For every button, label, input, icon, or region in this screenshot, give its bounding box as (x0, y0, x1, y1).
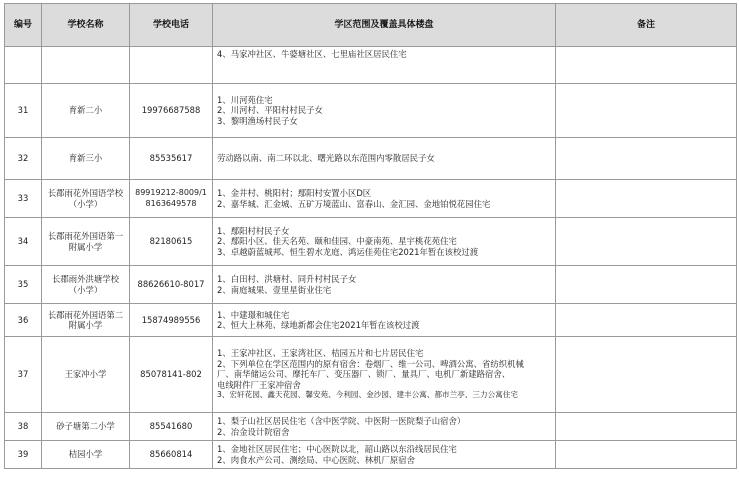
school-phone: 82180615 (130, 218, 213, 266)
row-number: 31 (5, 84, 42, 138)
school-name: 长郡雨外洪塘学校（小学） (42, 266, 130, 304)
school-phone (130, 47, 213, 84)
scope-line: 1、梨子山社区居民住宅（含中医学院、中医附一医院梨子山宿舍） (217, 416, 466, 426)
scope-line: 4、马家冲社区、牛婆塘社区、七里庙社区居民住宅 (217, 49, 407, 59)
remark-cell (556, 218, 737, 266)
table-row (5, 180, 737, 218)
scope-line: 劳动路以南、南二环以北、曙光路以东范围内零散居民子女 (217, 153, 435, 164)
district-scope (213, 337, 556, 413)
school-phone: 19976687588 (130, 84, 213, 138)
district-scope (213, 138, 556, 180)
district-scope (213, 84, 556, 138)
remark-cell (556, 266, 737, 304)
school-name: 长郡雨花外国语学校（小学） (42, 180, 130, 218)
scope-line: 1、白田村、洪塘村、同升村村民子女 (217, 274, 357, 284)
scope-line: 3、黎明渔场村民子女 (217, 115, 298, 126)
scope-line: 2、恒大上林苑、绿地新都会住宅2021年暂在该校过渡 (217, 320, 420, 330)
scope-line: 2、冶金设计院宿舍 (217, 426, 290, 437)
col-school-name: 学校名称 (42, 4, 130, 47)
table-row (5, 441, 737, 469)
table-row (5, 266, 737, 304)
table-row (5, 304, 737, 337)
scope-line: 1、王家冲社区、王家湾社区、桔园五片和七片居民住宅 (217, 348, 424, 359)
scope-line: 2、嘉华城、汇金城、五矿万境蓝山、富春山、金汇园、金地铂悦花园住宅 (217, 198, 491, 209)
table-row (5, 84, 737, 138)
scope-line: 1、鄢阳村村民子女 (217, 225, 290, 236)
scope-line: 2、川河村、平阳村村民子女 (217, 105, 323, 116)
table-row (5, 413, 737, 441)
row-number: 38 (5, 413, 42, 441)
row-number (5, 47, 42, 84)
school-phone: 88626610-8017 (130, 266, 213, 304)
remark-cell (556, 304, 737, 337)
school-name: 桔园小学 (42, 441, 130, 469)
row-number: 36 (5, 304, 42, 337)
scope-line: 1、中建璟和城住宅 (217, 309, 290, 320)
school-phone: 85078141-802 (130, 337, 213, 413)
scope-line: 2、南庭城果、壹里星街业住宅 (217, 284, 332, 295)
school-name: 长郡雨花外国语第一附属小学 (42, 218, 130, 266)
school-name: 育新三小 (42, 138, 130, 180)
table-row (5, 337, 737, 413)
row-number: 32 (5, 138, 42, 180)
table-row (5, 218, 737, 266)
row-number: 35 (5, 266, 42, 304)
school-phone: 15874989556 (130, 304, 213, 337)
scope-line: 厂、南华储运公司、摩托车厂、变压器厂、锁厂、量具厂、电机厂新建路宿舍、 (217, 369, 511, 380)
row-number: 34 (5, 218, 42, 266)
col-remarks: 备注 (556, 4, 737, 47)
remark-cell (556, 180, 737, 218)
district-scope (213, 218, 556, 266)
remark-cell (556, 84, 737, 138)
scope-line: 电线附件厂王家冲宿舍 (217, 379, 301, 390)
district-scope (213, 413, 556, 441)
col-district-scope: 学区范围及覆盖具体楼盘 (213, 4, 556, 47)
school-name: 长郡雨花外国语第二附属小学 (42, 304, 130, 337)
school-phone: 85541680 (130, 413, 213, 441)
school-name: 王家冲小学 (42, 337, 130, 413)
scope-line: 3、宏轩花园、鑫天花园、馨安苑、今利园、金沙园、建丰公寓、都市兰亭、三力公寓住宅 (217, 390, 518, 400)
scope-line: 1、金井村、桃阳村；鄢阳村安置小区D区 (217, 188, 372, 198)
row-number: 37 (5, 337, 42, 413)
district-scope (213, 304, 556, 337)
district-scope (213, 47, 556, 84)
scope-line: 1、川河苑住宅 (217, 94, 273, 105)
remark-cell (556, 138, 737, 180)
school-phone: 85535617 (130, 138, 213, 180)
district-scope (213, 266, 556, 304)
header-row (5, 4, 737, 47)
district-scope (213, 441, 556, 469)
remark-cell (556, 441, 737, 469)
school-phone: 89919212-8009/18163649578 (130, 180, 213, 218)
scope-line: 1、金地社区居民住宅；中心医院以北，韶山路以东沿线居民住宅 (217, 444, 457, 454)
row-number: 33 (5, 180, 42, 218)
col-number: 编号 (5, 4, 42, 47)
school-phone: 85660814 (130, 441, 213, 469)
scope-line: 2、下列单位在学区范围内的原有宿舍：卷烟厂、维一公司、啤酒公寓、省纺织机械 (217, 358, 524, 369)
scope-line: 2、肉食水产公司、测绘局、中心医院、林机厂原宿舍 (217, 454, 415, 465)
school-district-table (4, 3, 737, 469)
scope-line: 3、卓越蔚蓝城邦、恒生碧水龙庭、鸿运佳苑住宅2021年暂在该校过渡 (217, 246, 479, 257)
row-number: 39 (5, 441, 42, 469)
school-name: 砂子塘第二小学 (42, 413, 130, 441)
school-name (42, 47, 130, 84)
school-name: 育新二小 (42, 84, 130, 138)
remark-cell (556, 47, 737, 84)
scope-line: 2、鄢阳小区、佳天名苑、颐和佳园、中豪南苑、星宇桃花苑住宅 (217, 236, 457, 247)
district-scope (213, 180, 556, 218)
remark-cell (556, 413, 737, 441)
table-row (5, 47, 737, 84)
remark-cell (556, 337, 737, 413)
table-row (5, 138, 737, 180)
col-school-phone: 学校电话 (130, 4, 213, 47)
